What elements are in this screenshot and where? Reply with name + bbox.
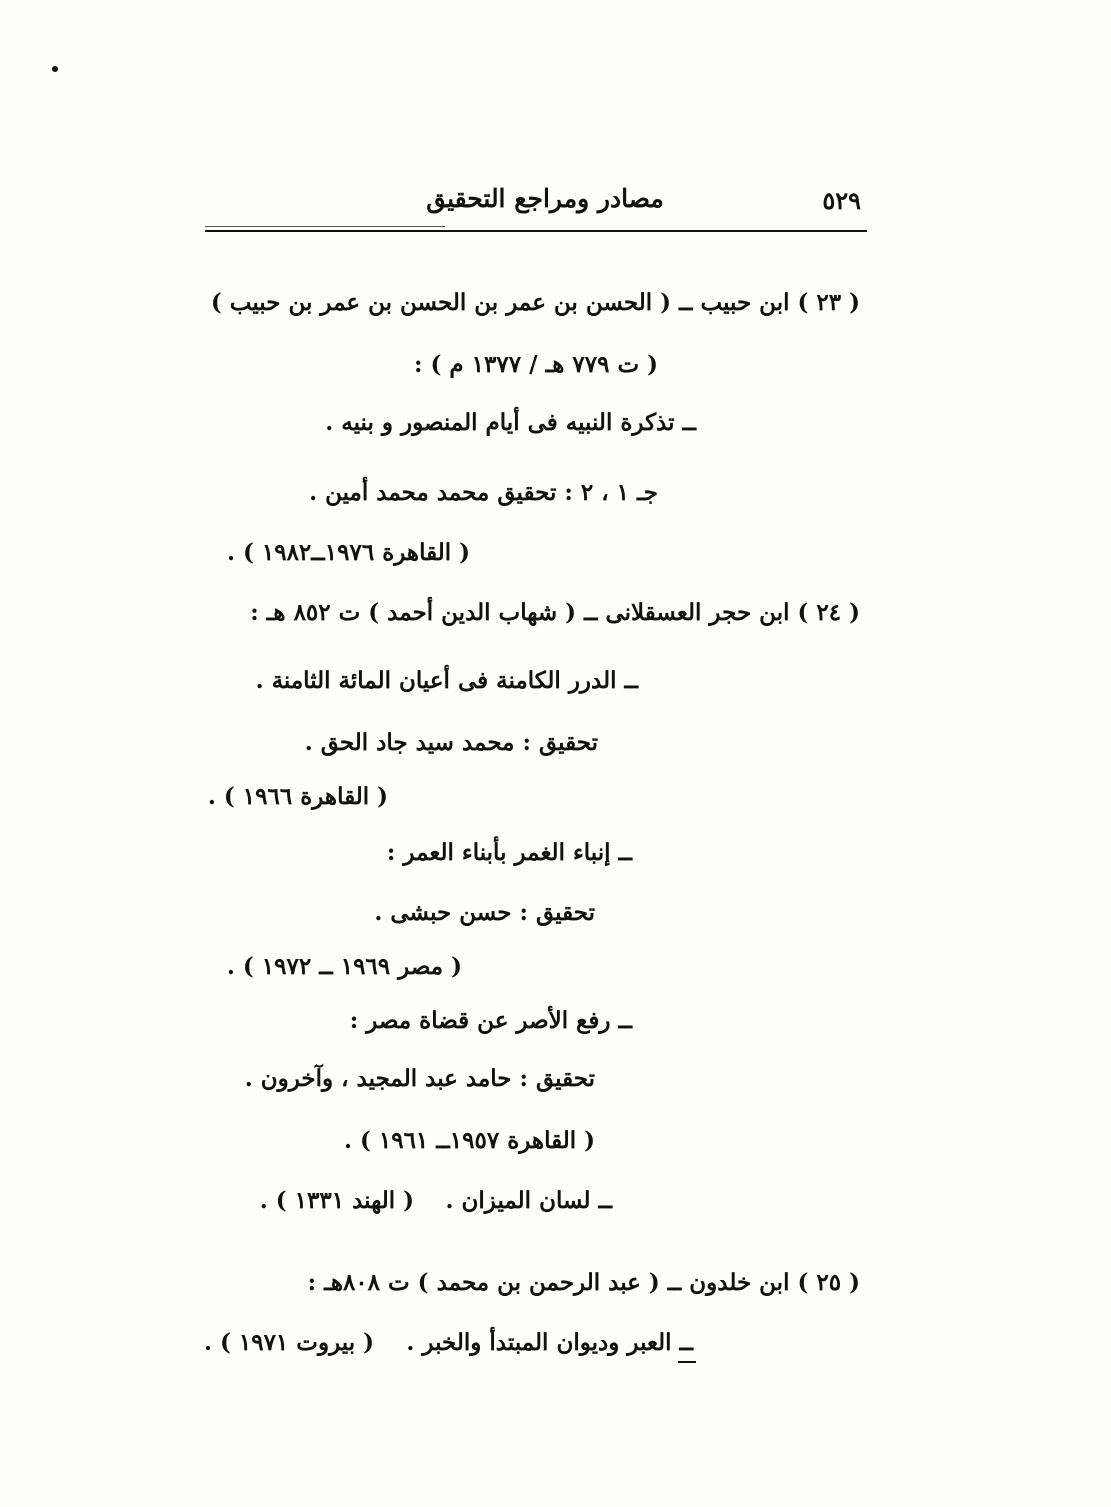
entry-24-work-4-publication: ( الهند ١٣٣١ ) .	[259, 1187, 414, 1214]
entry-24-heading: ( ٢٤ ) ابن حجر العسقلانى ــ ( شهاب الدين أحمد ) ت ٨٥٢ هـ :	[250, 599, 860, 626]
header-rule	[205, 230, 867, 232]
running-title: مصادر ومراجع التحقيق	[426, 184, 664, 213]
entry-25-work-1-title: ــ العبر وديوان المبتدأ والخبر .	[406, 1329, 693, 1356]
entry-25-heading: ( ٢٥ ) ابن خلدون ــ ( عبد الرحمن بن محمد ) ت ٨٠٨هـ :	[307, 1269, 860, 1296]
entry-24-work-2-editor: تحقيق : حسن حبشى .	[374, 899, 595, 926]
header-rule-thin	[205, 226, 445, 227]
entry-23-editor: جـ ١ ، ٢ : تحقيق محمد محمد أمين .	[309, 479, 658, 506]
entry-25-work-1-publication: ( بيروت ١٩٧١ ) .	[203, 1329, 374, 1356]
underline-mark	[678, 1361, 696, 1363]
entry-23-heading: ( ٢٣ ) ابن حبيب ــ ( الحسن بن عمر بن الحسن بن عمر بن حبيب )	[210, 289, 860, 316]
entry-24-work-4-title: ــ لسان الميزان .	[445, 1187, 612, 1214]
entry-24-work-2-title: ــ إنباء الغمر بأبناء العمر :	[386, 839, 632, 866]
entry-23-work-title: ــ تذكرة النبيه فى أيام المنصور و بنيه .	[325, 409, 696, 436]
entry-24-work-1-publication: ( القاهرة ١٩٦٦ ) .	[207, 783, 388, 810]
entry-24-work-3-editor: تحقيق : حامد عبد المجيد ، وآخرون .	[244, 1065, 595, 1092]
ink-dot	[52, 66, 58, 72]
entry-23-publication: ( القاهرة ١٩٧٦ــ١٩٨٢ ) .	[226, 539, 470, 566]
entry-24-work-2-publication: ( مصر ١٩٦٩ ــ ١٩٧٢ ) .	[226, 953, 462, 980]
entry-24-work-3-publication: ( القاهرة ١٩٥٧ــ ١٩٦١ ) .	[343, 1127, 595, 1154]
entry-24-work-1-title: ــ الدرر الكامنة فى أعيان المائة الثامنة .	[255, 667, 638, 694]
page-header	[205, 182, 865, 222]
entry-24-work-1-editor: تحقيق : محمد سيد جاد الحق .	[304, 729, 598, 756]
entry-24-work-3-title: ــ رفع الأصر عن قضاة مصر :	[349, 1007, 632, 1034]
page-number: ٥٢٩	[822, 186, 861, 215]
entry-23-dates: ( ت ٧٧٩ هـ / ١٣٧٧ م ) :	[414, 351, 658, 378]
